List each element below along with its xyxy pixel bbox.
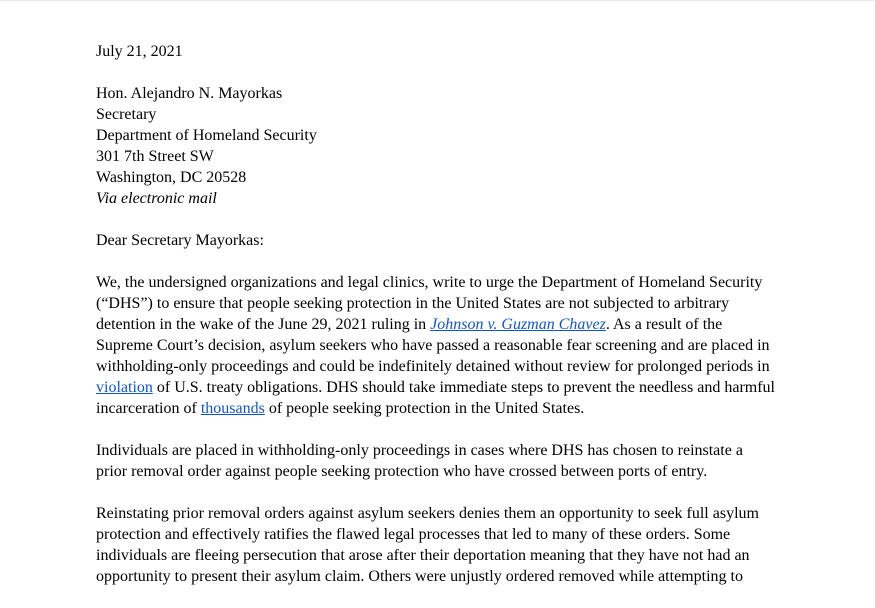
inline-link[interactable]: thousands bbox=[200, 400, 265, 417]
inline-link[interactable]: Johnson v. Guzman Chavez bbox=[430, 316, 606, 333]
letter-date: July 21, 2021 bbox=[96, 43, 183, 60]
recipient-organization: Department of Homeland Security bbox=[96, 127, 317, 144]
paragraph-3: Reinstating prior removal orders against asylum seekers denies them an opportunity to seek full asylum protection and effectively ratifies the flawed legal processes that led to many of these orders. Some individuals are fleeing persecution that arose after their deportation meaning that they have not had an opportunity to present their asylum claim. Others were unjustly ordered removed while attempting to bbox=[96, 505, 759, 585]
text-run: We, the undersigned organizations and legal clinics, write to urge the Department of Homeland Security (“DHS”) to ensure that people seeking protection in the United States are not subjected to arbitrary detention in the wake of the June 29, 2021 ruling in bbox=[96, 274, 763, 333]
letter-page bbox=[0, 1, 875, 584]
paragraph-1 bbox=[96, 272, 776, 419]
delivery-method: Via electronic mail bbox=[96, 190, 217, 207]
recipient-name: Hon. Alejandro N. Mayorkas bbox=[96, 85, 283, 102]
letter-body bbox=[96, 41, 776, 608]
recipient-street: 301 7th Street SW bbox=[96, 148, 214, 165]
recipient-city: Washington, DC 20528 bbox=[96, 169, 247, 186]
text-run: of U.S. treaty obligations. DHS should take immediate steps to prevent the needless and harmful incarceration of bbox=[96, 379, 775, 417]
text-run: of people seeking protection in the United States. bbox=[264, 400, 585, 417]
paragraph-2: Individuals are placed in withholding-only proceedings in cases where DHS has chosen to reinstate a prior removal order against people seeking protection who have crossed between ports of entry. bbox=[96, 442, 743, 480]
salutation: Dear Secretary Mayorkas: bbox=[96, 232, 264, 249]
text-run: . As a result of the Supreme Court’s decision, asylum seekers who have passed a reasonable fear screening and are placed in withholding-only proceedings and could be indefinitely detained without review for prolonged periods in bbox=[96, 316, 770, 375]
inline-link[interactable]: violation bbox=[96, 379, 153, 396]
recipient-address-block bbox=[96, 83, 776, 209]
recipient-title: Secretary bbox=[96, 106, 157, 123]
